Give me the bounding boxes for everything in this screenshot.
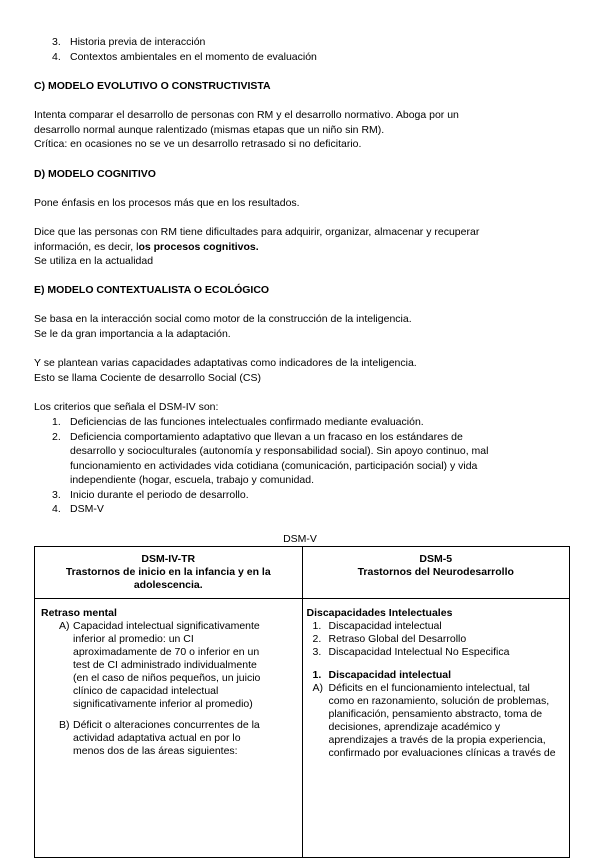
table-cell-left: Retraso mental A) Capacidad intelectual significativamente inferior al promedio: un CI aproximadamente de 70 o inferior en un test de CI administrado individualmente (en el caso de niños pequeños, un juicio clínico de capacidad intelectual significativamente inferior al promedio) B) Déficit o alteraciones concurrentes de la actividad adaptativa actual en por lo menos dos de las áreas siguientes: (35, 599, 303, 858)
list-item: 4. DSM-V (52, 503, 104, 515)
list-item: A) Déficits en el funcionamiento intelectual, tal como en razonamiento, solución de problemas, planificación, pensamiento abstracto, toma de decisiones, aprendizaje académico y aprendizajes a través de la propia experiencia, confirmado por evaluaciones clínicas a través de (312, 682, 556, 759)
list-item: 3. Inicio durante el periodo de desarrollo. (52, 488, 249, 501)
section-e-paragraph-2: Y se plantean varias capacidades adaptativas como indicadores de la inteligencia. Esto se llama Cociente de desarrollo Social (CS) (34, 357, 417, 384)
criteria-intro: Los criterios que señala el DSM-IV son: (34, 401, 219, 413)
table-caption: DSM-V (283, 533, 317, 545)
list-item: B) Déficit o alteraciones concurrentes de la actividad adaptativa actual en por lo menos dos de las áreas siguientes: (59, 719, 260, 757)
section-d-paragraph-2: Dice que las personas con RM tiene dificultades para adquirir, organizar, almacenar y recuperar información, es decir, los procesos cognitivos. Se utiliza en la actualidad (34, 226, 480, 267)
table-cell-right: Discapacidades Intelectuales 1. Discapacidad intelectual 2. Retraso Global del Desarrollo 3. Discapacidad Intelectual No Especifica 1. Discapacidad intelectual A) Déficits en el funcionamiento intelectual, tal como en razonamiento, solución de problemas, planificación, pensamiento abstracto, toma de decisiones, aprendizaje académico y aprendizajes a través de la propia experiencia, confirmado por evaluaciones clínicas a través de (302, 599, 570, 858)
table-header-left: DSM-IV-TR Trastornos de inicio en la infancia y en la adolescencia. (35, 547, 303, 599)
list-item: A) Capacidad intelectual significativamente inferior al promedio: un CI aproximadamente de 70 o inferior en un test de CI administrado individualmente (en el caso de niños pequeños, un juicio clínico de capacidad intelectual significativamente inferior al promedio) (59, 620, 261, 710)
section-d-paragraph-1: Pone énfasis en los procesos más que en los resultados. (34, 197, 300, 209)
criteria-list (50, 415, 540, 517)
list-item: 1. Discapacidad intelectual (312, 620, 442, 632)
list-item: 3. Discapacidad Intelectual No Especifica (312, 646, 510, 658)
list-item: 4. Contextos ambientales en el momento de evaluación (52, 50, 317, 63)
dsm-comparison-table (34, 546, 570, 858)
table-header-right: DSM-5 Trastornos del Neurodesarrollo (302, 547, 570, 599)
list-item: 3. Historia previa de interacción (52, 36, 206, 48)
section-e-heading: E) MODELO CONTEXTUALISTA O ECOLÓGICO (34, 284, 270, 296)
list-item: 1. Deficiencias de las funciones intelectuales confirmado mediante evaluación. (52, 416, 424, 428)
list-item: 1. Discapacidad intelectual (312, 669, 452, 681)
list-item: 2. Deficiencia comportamiento adaptativo que llevan a un fracaso en los estándares de desarrollo y socioculturales (autonomía y responsabilidad social). Sin apoyo continuo, mal funcionamiento en actividades vida cotidiana (comunicación, participación social) y vida independiente (hogar, escuela, trabajo y comunidad. (52, 430, 489, 486)
section-c-heading: C) MODELO EVOLUTIVO O CONSTRUCTIVISTA (34, 80, 271, 92)
section-e-paragraph-1: Se basa en la interacción social como motor de la construcción de la inteligencia. Se le da gran importancia a la adaptación. (34, 313, 412, 340)
section-d-heading: D) MODELO COGNITIVO (34, 168, 156, 180)
section-c-paragraph: Intenta comparar el desarrollo de personas con RM y el desarrollo normativo. Aboga por un desarrollo normal aunque ralentizado (mismas etapas que un niño sin RM). Crítica: en ocasiones no se ve un desarrollo retrasado si no deficitario. (34, 109, 459, 150)
top-list (50, 35, 540, 64)
list-item: 2. Retraso Global del Desarrollo (312, 633, 467, 645)
